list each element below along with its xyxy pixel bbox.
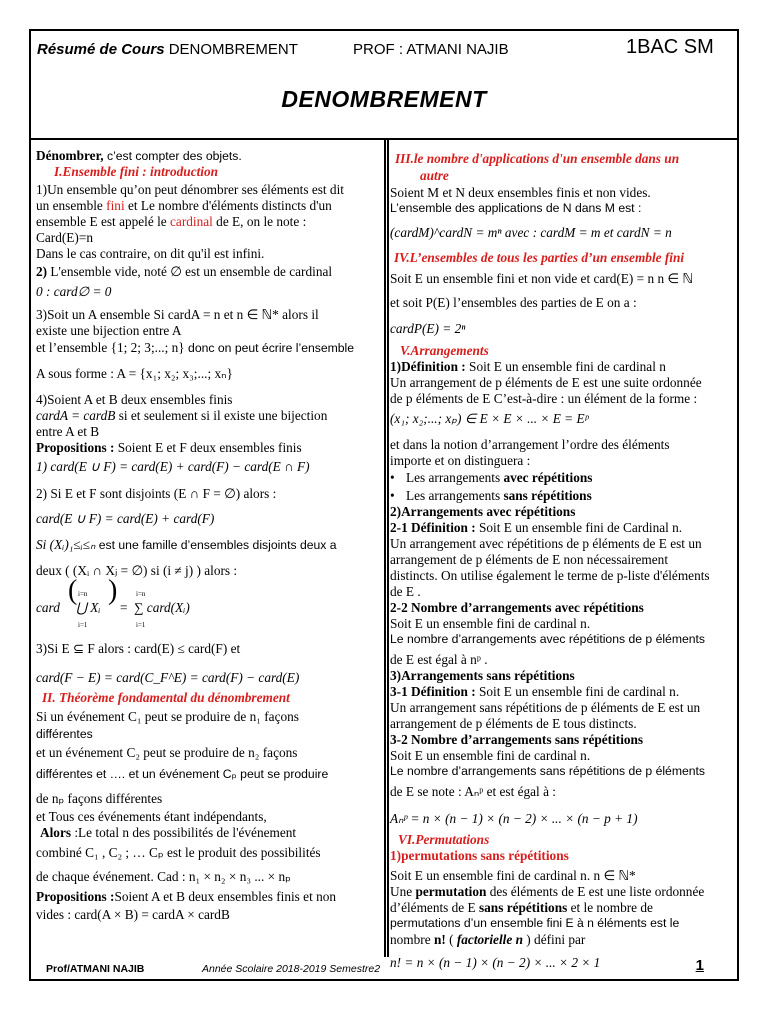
header-prof: PROF : ATMANI NAJIB [353, 41, 509, 58]
text-line: différentes et …. et un événement Cₚ peut se produire [36, 767, 329, 781]
section-5-title: V.Arrangements [400, 343, 489, 358]
list-item: • Les arrangements avec répétitions [390, 469, 592, 486]
text-line: arrangement de p éléments de E non nécessairement [390, 552, 669, 567]
text-line: et l’ensemble {1; 2; 3;...; n} donc on peut écrire l’ensemble [36, 340, 355, 355]
text-line: Dans le cas contraire, on dit qu'il est infini. [36, 246, 265, 261]
text-line: 3)Soit un A ensemble Si cardA = n et n ∈ ℕ* alors il [36, 307, 319, 322]
text-line: distincts. On utilise également le terme de p-liste d'éléments [390, 568, 710, 583]
header-line [37, 36, 731, 61]
text-line: de E . [390, 584, 421, 599]
section-1-title: I.Ensemble fini : introduction [54, 164, 219, 179]
text-line: et dans la notion d’arrangement l’ordre des éléments [390, 437, 670, 452]
text-line: 1)Un ensemble qu’on peut dénombrer ses éléments est dit [36, 182, 344, 197]
section-4-title: IV.L’ensembles de tous les parties d’un ensemble fini [394, 250, 685, 265]
formula: 1) card(E ∪ F) = card(E) + card(F) − card(E ∩ F) [36, 459, 310, 474]
formula: Aₙᵖ = n × (n − 1) × (n − 2) × ... × (n − p + 1) [390, 811, 638, 826]
list-item: • Les arrangements sans répétitions [390, 487, 592, 504]
text-line: 1)Définition : Soit E un ensemble fini de cardinal n [390, 359, 666, 374]
text-line: et soit P(E) l’ensembles des parties de E on a : [390, 295, 637, 310]
subheading: 3)Arrangements sans répétitions [390, 668, 575, 683]
formula: (cardM)^cardN = mⁿ avec : cardM = m et cardN = n [390, 225, 672, 240]
text-line: Le nombre d’arrangements sans répétitions de p éléments [390, 764, 706, 778]
text-line: un ensemble fini et Le nombre d'éléments distincts d'un [36, 198, 332, 213]
text-line: Un arrangement avec répétitions de p éléments de E est un [390, 536, 702, 551]
text-line: de chaque événement. Cad : n₁ × n₂ × n₃ ... × nₚ [36, 869, 291, 884]
column-divider [384, 138, 389, 957]
text-line: Alors :Le total n des possibilités de l'événement [40, 825, 297, 840]
text-line: importe et on distinguera : [390, 453, 531, 468]
text-line: et Tous ces événements étant indépendants, [36, 809, 267, 824]
text-line: de E se note : Aₙᵖ et est égal à : [390, 784, 556, 799]
propositions-line: Propositions :Soient A et B deux ensembles finis et non [36, 889, 337, 904]
formula: (x₁; x₂;...; xₚ) ∈ E × E × ... × E = Eᵖ [390, 411, 589, 426]
text-line: nombre n! ( factorielle n ) défini par [390, 932, 586, 947]
header-resume: Résumé de Cours DENOMBREMENT [37, 41, 298, 58]
text-line: 2) Si E et F sont disjoints (E ∩ F = ∅) alors : [36, 486, 277, 501]
text-line: deux ( (Xᵢ ∩ Xⱼ = ∅) si (i ≠ j) ) alors : [36, 563, 238, 578]
subheading: 1)permutations sans répétitions [390, 848, 569, 863]
text-line: Card(E)=n [36, 230, 93, 245]
text-line: arrangement de p éléments de E tous distincts. [390, 716, 637, 731]
text-line: L’ensemble des applications de N dans M est : [390, 201, 642, 215]
text-line: entre A et B [36, 424, 100, 439]
text-line: 3)Si E ⊆ F alors : card(E) ≤ card(F) et [36, 641, 241, 656]
right-column [390, 146, 730, 970]
text-line: 2) L'ensemble vide, noté ∅ est un ensemble de cardinal [36, 264, 333, 279]
text-line: permutations d’un ensemble fini E à n éléments est le [390, 916, 680, 930]
formula: n! = n × (n − 1) × (n − 2) × ... × 2 × 1 [390, 955, 601, 970]
text-line: Si un événement C₁ peut se produire de n₁ façons [36, 709, 299, 724]
text-line: 4)Soient A et B deux ensembles finis [36, 392, 233, 407]
formula: card(F − E) = card(C_F^E) = card(F) − card(E) [36, 670, 300, 685]
left-column: Dénombrer, c’est compter des objets. I.Ensemble fini : introduction 1)Un ensemble qu’on peut dénombrer ses éléments est dit un ensemble fini et Le nombre d'éléments distincts d'un ensemble E est appelé le cardinal de E, on le note : Card(E)=n Dans le cas contraire, on dit qu'il est infini. 2) L'ensemble vide, noté ∅ est un ensemble de cardinal 0 : card∅ = 0 3)Soit un A ensemble Si cardA = n et n ∈ ℕ* alors il existe une bijection entre A et l’ensemble {1; 2; 3;...; n} donc on peut écrire l’ensemble A sous forme : A = {x₁; x₂; x₃;...; xₙ} 4)Soient A et B deux ensembles finis cardA = cardB si et seulement si il existe une bijection entre A et B Propositions : Soient E et F deux ensembles finis 1) card(E ∪ F) = card(E) + card(F) − card(E ∩ F) 2) Si E et F sont disjoints (E ∩ F = ∅) alors : card(E ∪ F) = card(E) + card(F) Si (Xᵢ)₁≤ᵢ≤ₙ est une famille d’ensembles disjoints deux a deux ( (Xᵢ ∩ Xⱼ = ∅) si (i ≠ j) ) alors : card ( i=n ⋃ Xᵢ i=1 ) = i=n ∑ card(Xᵢ) i=1 3)Si E ⊆ F alors : card(E) ≤ card(F) et card(F − E) = card(C_F^E) = card(F) − card(E) II. Théorème fondamental du dénombrement Si un événement C₁ peut se produire de n₁ façons différentes et un événement C₂ peut se produire de n₂ façons différentes et …. et un événement Cₚ peut se produire de nₚ façons différentes et Tous ces événements étant indépendants, Alors :Le total n des possibilités de l'événement combiné C₁ , C₂ ; … Cₚ est le produit des possibilités de chaque événement. Cad : n₁ × n₂ × n₃ ... × nₚ Propositions :Soient A et B deux ensembles finis et non vides : card(A × B) = cardA × cardB [36, 148, 355, 922]
footer [46, 957, 722, 976]
subheading: 2)Arrangements avec répétitions [390, 504, 576, 519]
text-line: Soit E un ensemble fini de cardinal n. [390, 748, 591, 763]
text-line: et un événement C₂ peut se produire de n₂ façons [36, 745, 298, 760]
text-line: cardA = cardB si et seulement si il existe une bijection [36, 408, 328, 423]
formula: card(E ∪ F) = card(E) + card(F) [36, 511, 215, 526]
header-topic: DENOMBREMENT [168, 41, 298, 58]
text-line: Une permutation des éléments de E est une liste ordonnée [390, 884, 705, 899]
text-line: d’éléments de E sans répétitions et le nombre de [390, 900, 653, 915]
section-3-title: III.le nombre d'applications d'un ensemble dans un [395, 151, 680, 166]
text-line: vides : card(A × B) = cardA × cardB [36, 907, 230, 922]
header [31, 31, 737, 140]
text-line: de p éléments de E C’est-à-dire : un élément de la forme : [390, 391, 698, 406]
text-line: Le nombre d’arrangements avec répétitions de p éléments [390, 632, 706, 646]
propositions-line: Propositions : Soient E et F deux ensembles finis [36, 440, 302, 455]
page-frame [29, 29, 739, 981]
intro-line: Dénombrer, c’est compter des objets. [36, 148, 242, 163]
text-line: Un arrangement de p éléments de E est une suite ordonnée [390, 375, 702, 390]
text-line: de nₚ façons différentes [36, 791, 163, 806]
subheading: 2-2 Nombre d’arrangements avec répétitions [390, 600, 644, 615]
text-line: Soit E un ensemble fini et non vide et card(E) = n n ∈ ℕ [390, 271, 693, 286]
text-line: 3-1 Définition : Soit E un ensemble fini de cardinal n. [390, 684, 680, 699]
footer-year: Année Scolaire 2018-2019 Semestre2 [202, 963, 381, 975]
text-line: existe une bijection entre A [36, 323, 182, 338]
page-title: DENOMBREMENT [281, 86, 487, 112]
text-line: 2-1 Définition : Soit E un ensemble fini de Cardinal n. [390, 520, 683, 535]
section-3-title-cont: autre [420, 168, 449, 183]
formula: 0 : card∅ = 0 [36, 284, 112, 299]
text-line: combiné C₁ , C₂ ; … Cₚ est le produit des possibilités [36, 845, 321, 860]
subheading: 3-2 Nombre d’arrangements sans répétitions [390, 732, 644, 747]
text-line: différentes [36, 727, 93, 741]
formula: cardP(E) = 2ⁿ [390, 321, 466, 336]
text-line: Soit E un ensemble fini de cardinal n. n ∈ ℕ* [390, 868, 636, 883]
text-line: Un arrangement sans répétitions de p éléments de E est un [390, 700, 701, 715]
page-number: 1 [695, 957, 704, 974]
section-6-title: VI.Permutations [398, 832, 490, 847]
text-line: A sous forme : A = {x₁; x₂; x₃;...; xₙ} [36, 366, 233, 381]
text-line: ensemble E est appelé le cardinal de E, on le note : [36, 214, 307, 229]
text-line: Soient M et N deux ensembles finis et non vides. [390, 185, 651, 200]
text-line: Soit E un ensemble fini de cardinal n. [390, 616, 591, 631]
footer-author: Prof/ATMANI NAJIB [46, 963, 145, 975]
header-level: 1BAC SM [626, 36, 714, 58]
text-line: Si (Xᵢ)₁≤ᵢ≤ₙ est une famille d’ensembles disjoints deux a [36, 537, 337, 552]
text-line: de E est égal à nᵖ . [390, 652, 488, 667]
section-2-title: II. Théorème fondamental du dénombrement [42, 690, 290, 705]
